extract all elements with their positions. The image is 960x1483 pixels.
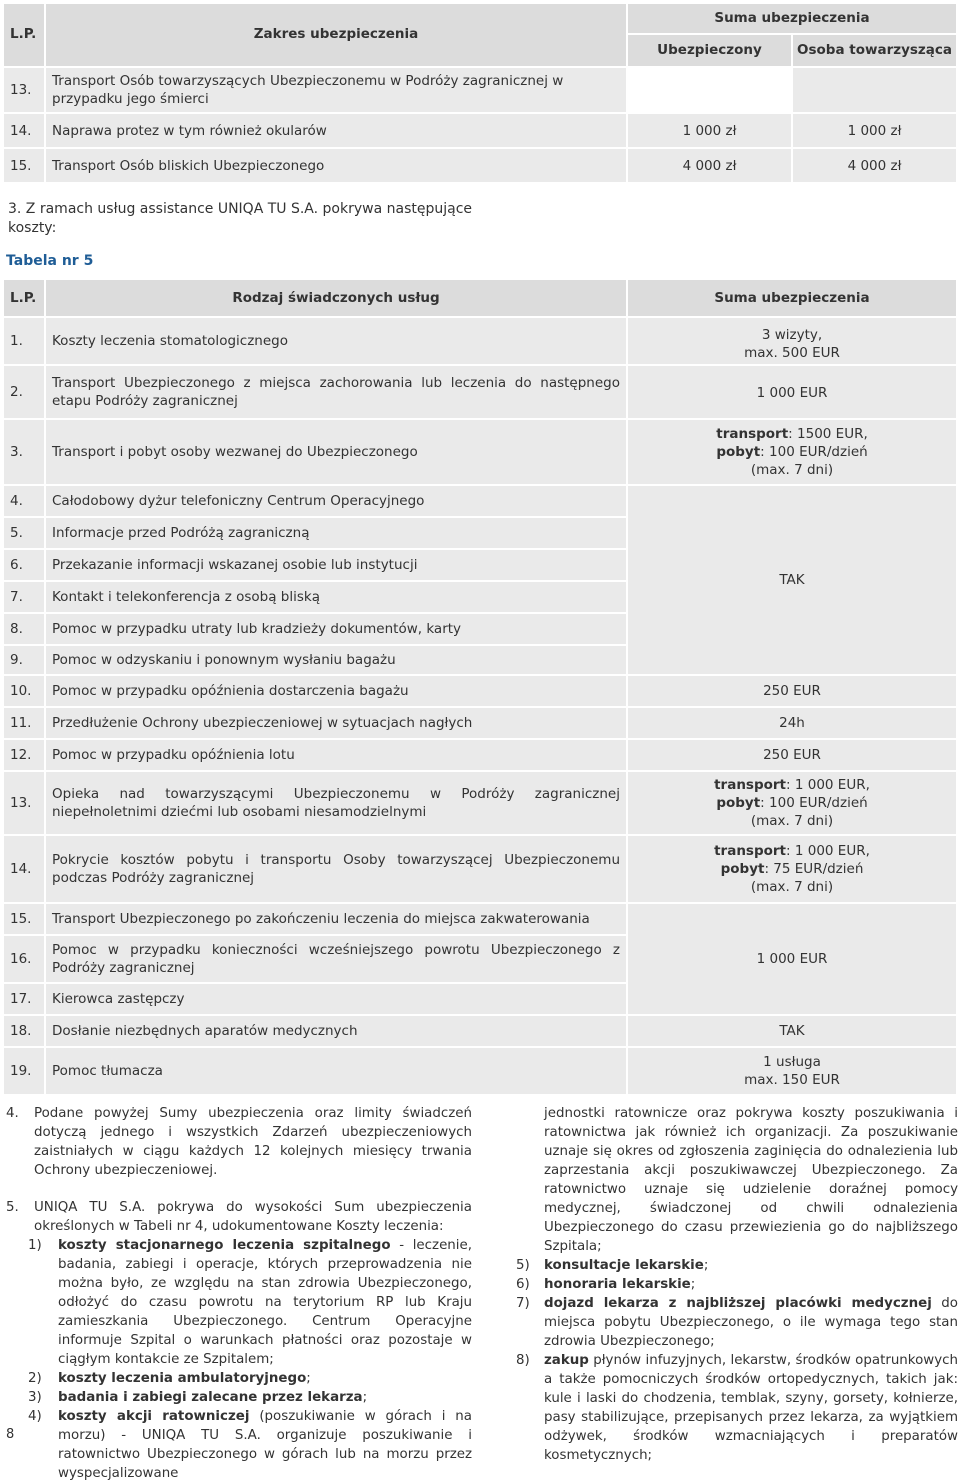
header-sum-cell [628, 4, 956, 33]
header-insured: Ubezpieczony [657, 42, 762, 58]
t5-row-text-cell [46, 614, 626, 644]
t5-row-text-cell [46, 550, 626, 580]
top-row-13-lp [4, 68, 44, 112]
t5-row-lp: 9. [10, 652, 23, 668]
t5-header-sum-cell [628, 280, 956, 316]
t5-row-lp: 16. [10, 951, 32, 967]
item-8: 8) zakup płynów infuzyjnych, lekarstw, środków opatrunkowych a także pomocniczych środków ortopedycznych, takich jak: kule i laski do chodzenia, temblak, szyny, gorsety, kołnierze, pasy stabilizujące, przepisanych przez lekarza, za wyjątkiem odżywek, środków wzmacniających i preparatów kosmetycznych; [516, 1353, 958, 1463]
t5-row-text: Pomoc tłumacza [52, 1063, 163, 1079]
top-row-text: Transport Osób towarzyszących Ubezpieczonemu w Podróży zagranicznej w przypadku jego śmierci [52, 73, 564, 107]
t5-row-text-cell [46, 582, 626, 612]
t5-row-lp: 18. [10, 1023, 32, 1039]
t5-header-service-cell [46, 280, 626, 316]
t5-row-lp: 14. [10, 861, 32, 877]
top-row-14-companion: 1 000 zł [793, 114, 956, 147]
top-row-15-text: Transport Osób bliskich Ubezpieczonego [46, 149, 626, 182]
t5-row-text-cell [46, 318, 626, 364]
t5-row-lp-cell [4, 646, 44, 674]
t5-row-lp: 13. [10, 795, 32, 811]
sum-13-max: (max. 7 dni) [750, 813, 834, 829]
item-6: 6) honoraria lekarskie; [516, 1277, 696, 1292]
left-column [6, 1104, 472, 1483]
item-1: 1) koszty stacjonarnego leczenia szpitalnego - leczenie, badania, zabiegi i operacje, których przeprowadzenia nie można było, ze względu na stan zdrowia Ubezpieczonego, odłożyć do czasu powrotu na terytorium RP lub Kraju zamieszkania Ubezpieczonego. Centrum Operacyjne informuje Szpital o warunkach płatności oraz pozostaje w ciągłym kontakcie ze Szpitalem; [28, 1238, 473, 1367]
sum-4-9: TAK [779, 572, 805, 588]
t5-row-text: Całodobowy dyżur telefoniczny Centrum Operacyjnego [52, 493, 425, 509]
t5-row-lp-cell [4, 420, 44, 484]
t5-row-lp-cell [4, 708, 44, 738]
t5-row-text: Przekazanie informacji wskazanej osobie lub instytucji [52, 557, 418, 573]
t5-row-text-cell [46, 1048, 626, 1094]
t5-row-lp-cell [4, 486, 44, 516]
paragraph-4: 4. Podane powyżej Sumy ubezpieczenia oraz limity świadczeń dotyczą jednego i wszystkich Zdarzeń ubezpieczeniowych zaistniałych w ciągu każdych 12 kolejnych miesięcy trwania Ochrony ubezpieczeniowej. [6, 1106, 472, 1178]
sum-11: 24h [779, 715, 805, 731]
t5-row-text: Koszty leczenia stomatologicznego [52, 333, 288, 349]
top-row-13-insured [628, 68, 791, 112]
t5-row-text: Przedłużenie Ochrony ubezpieczeniowej w sytuacjach nagłych [52, 715, 473, 731]
header-scope: Zakres ubezpieczenia [253, 26, 419, 42]
sum-1-line1: 3 wizyty, [761, 327, 823, 343]
item-2: 2) koszty leczenia ambulatoryjnego; [28, 1371, 311, 1386]
item-7: 7) dojazd lekarza z najbliższej placówki medycznej do miejsca pobytu Ubezpieczonego, o ile wymaga tego stan zdrowia Ubezpieczonego; [516, 1296, 959, 1349]
t5-row-text-cell [46, 518, 626, 548]
t5-row-text: Transport Ubezpieczonego z miejsca zachorowania lub leczenia do następnego etapu Podróży zagranicznej [52, 375, 620, 409]
sum-14-pobyt: pobyt: 75 EUR/dzień [720, 861, 864, 877]
sum-14-max: (max. 7 dni) [750, 879, 834, 895]
t5-row-text: Pomoc w przypadku opóźnienia dostarczenia bagażu [52, 683, 409, 699]
sum-14-transport: transport: 1 000 EUR, [714, 843, 870, 859]
t5-row-lp-cell [4, 318, 44, 364]
t5-row-lp: 3. [10, 444, 23, 460]
sum-12: 250 EUR [763, 747, 821, 763]
t5-row-lp-cell [4, 1048, 44, 1094]
t5-row-lp: 8. [10, 621, 23, 637]
t5-row-text-cell [46, 740, 626, 770]
t5-row-text: Pomoc w przypadku utraty lub kradzieży dokumentów, karty [52, 621, 462, 637]
t5-header-lp-cell [4, 280, 44, 316]
t5-row-text-cell [46, 366, 626, 418]
sum-2: 1 000 EUR [756, 385, 828, 401]
t5-row-lp-cell [4, 550, 44, 580]
t5-row-lp: 1. [10, 333, 23, 349]
t5-row-text: Pokrycie kosztów pobytu i transportu Osoby towarzyszącej Ubezpieczonemu podczas Podróży zagranicznej [52, 852, 620, 886]
t5-row-text: Transport Ubezpieczonego po zakończeniu leczenia do miejsca zakwaterowania [52, 911, 590, 927]
t5-row-text-cell [46, 676, 626, 706]
header-lp-cell [4, 4, 44, 66]
sum-1-line2: max. 500 EUR [744, 345, 840, 361]
t5-row-lp-cell [4, 740, 44, 770]
item-4: 4) koszty akcji ratowniczej (poszukiwanie w górach i na morzu) - UNIQA TU S.A. organizuje poszukiwanie i ratownictwo Ubezpieczonego w górach lub na morzu przez wyspecjalizowane [28, 1409, 472, 1481]
t5-row-text-cell [46, 1016, 626, 1046]
t5-row-lp: 15. [10, 911, 32, 927]
t5-row-text: Dosłanie niezbędnych aparatów medycznych [52, 1023, 358, 1039]
t5-row-lp: 11. [10, 715, 32, 731]
page-number: 8 [6, 1427, 15, 1442]
t5-row-lp: 4. [10, 493, 23, 509]
t5-row-lp-cell [4, 582, 44, 612]
t5-row-text: Kierowca zastępczy [52, 991, 185, 1007]
t5-row-text-cell [46, 646, 626, 674]
t5-row-text: Pomoc w przypadku opóźnienia lotu [52, 747, 295, 763]
t5-row-text-cell [46, 772, 626, 834]
top-row-lp: 13. [10, 82, 32, 98]
t5-row-text-cell [46, 420, 626, 484]
header-insured-cell [628, 35, 791, 66]
t5-row-text: Pomoc w przypadku konieczności wcześniejszego powrotu Ubezpieczonego z Podróży zagranicznej [52, 942, 620, 976]
t5-row-text: Transport i pobyt osoby wezwanej do Ubezpieczonego [52, 444, 418, 460]
t5-row-lp-cell [4, 772, 44, 834]
table-5-caption: Tabela nr 5 [6, 253, 94, 269]
sum-3-pobyt: pobyt: 100 EUR/dzień [716, 444, 868, 460]
top-row-14-text: Naprawa protez w tym również okularów [46, 114, 626, 147]
sum-19-line2: max. 150 EUR [744, 1072, 840, 1088]
top-row-13-companion [793, 68, 956, 112]
t5-row-lp: 2. [10, 384, 23, 400]
sum-3-transport: transport: 1500 EUR, [716, 426, 868, 442]
section-3-text: 3. Z ramach usług assistance UNIQA TU S.A. pokrywa następujące koszty: [8, 201, 473, 236]
sum-13-pobyt: pobyt: 100 EUR/dzień [716, 795, 868, 811]
t5-row-lp: 17. [10, 991, 32, 1007]
t5-row-lp-cell [4, 614, 44, 644]
sum-19-line1: 1 usługa [763, 1054, 821, 1070]
t5-row-lp: 6. [10, 557, 23, 573]
t5-row-lp: 19. [10, 1063, 32, 1079]
paragraph-5: 5. UNIQA TU S.A. pokrywa do wysokości Sum ubezpieczenia określonych w Tabeli nr 4, udokumentowane Koszty leczenia: [6, 1200, 472, 1234]
item-5: 5) konsultacje lekarskie; [516, 1258, 709, 1273]
sum-10: 250 EUR [763, 683, 821, 699]
top-row-15-lp: 15. [4, 149, 44, 182]
t5-row-lp-cell [4, 936, 44, 982]
top-row-15-insured: 4 000 zł [628, 149, 791, 182]
t5-row-text-cell [46, 936, 626, 982]
t5-row-lp-cell [4, 676, 44, 706]
t5-row-text: Kontakt i telekonferencja z osobą bliską [52, 589, 320, 605]
t5-row-lp-cell [4, 1016, 44, 1046]
right-column [516, 1104, 958, 1465]
t5-row-lp-cell [4, 836, 44, 902]
t5-row-lp-cell [4, 366, 44, 418]
t5-row-lp-cell [4, 904, 44, 934]
t5-row-lp: 5. [10, 525, 23, 541]
top-row-13-text [46, 68, 626, 112]
header-companion: Osoba towarzysząca [797, 42, 952, 58]
t5-row-lp: 10. [10, 683, 32, 699]
t5-row-text-cell [46, 486, 626, 516]
t5-row-lp-cell [4, 984, 44, 1014]
top-row-14-insured: 1 000 zł [628, 114, 791, 147]
header-lp: L.P. [10, 26, 37, 42]
sum-18: TAK [779, 1023, 805, 1039]
sum-15-17: 1 000 EUR [756, 951, 828, 967]
t5-row-text-cell [46, 904, 626, 934]
top-row-14-lp: 14. [4, 114, 44, 147]
t5-header-sum: Suma ubezpieczenia [714, 290, 870, 306]
t5-header-lp: L.P. [10, 290, 37, 306]
item-3: 3) badania i zabiegi zalecane przez lekarza; [28, 1390, 368, 1405]
t5-row-lp-cell [4, 518, 44, 548]
t5-row-text-cell [46, 984, 626, 1014]
t5-row-text-cell [46, 836, 626, 902]
t5-row-text-cell [46, 708, 626, 738]
sum-3-max: (max. 7 dni) [750, 462, 834, 478]
item-4-continuation: jednostki ratownicze oraz pokrywa koszty poszukiwania i ratownictwa jak również ich organizacji. Za poszukiwanie uznaje się okres od zgłoszenia zaginięcia do odnalezienia lub zaprzestania akcji poszukiwawczej Ubezpieczonego. Za ratownictwo uznaje się udzielenie doraźnej pomocy medycznej, świadczonej od chwili odnalezienia Ubezpieczonego do czasu przewiezienia go do najbliższego Szpitala; [544, 1106, 958, 1254]
t5-row-lp: 12. [10, 747, 32, 763]
header-companion-cell [793, 35, 956, 66]
sum-13-transport: transport: 1 000 EUR, [714, 777, 870, 793]
t5-row-text: Opieka nad towarzyszącymi Ubezpieczonemu w Podróży zagranicznej niepełnoletnimi dziećmi lub osobami niesamodzielnymi [52, 786, 620, 820]
t5-row-text: Informacje przed Podróżą zagraniczną [52, 525, 310, 541]
t5-header-service: Rodzaj świadczonych usług [232, 290, 440, 306]
header-scope-cell [46, 4, 626, 66]
header-sum: Suma ubezpieczenia [714, 10, 870, 26]
t5-row-lp: 7. [10, 589, 23, 605]
top-row-15-companion: 4 000 zł [793, 149, 956, 182]
t5-row-text: Pomoc w odzyskaniu i ponownym wysłaniu bagażu [52, 652, 396, 668]
